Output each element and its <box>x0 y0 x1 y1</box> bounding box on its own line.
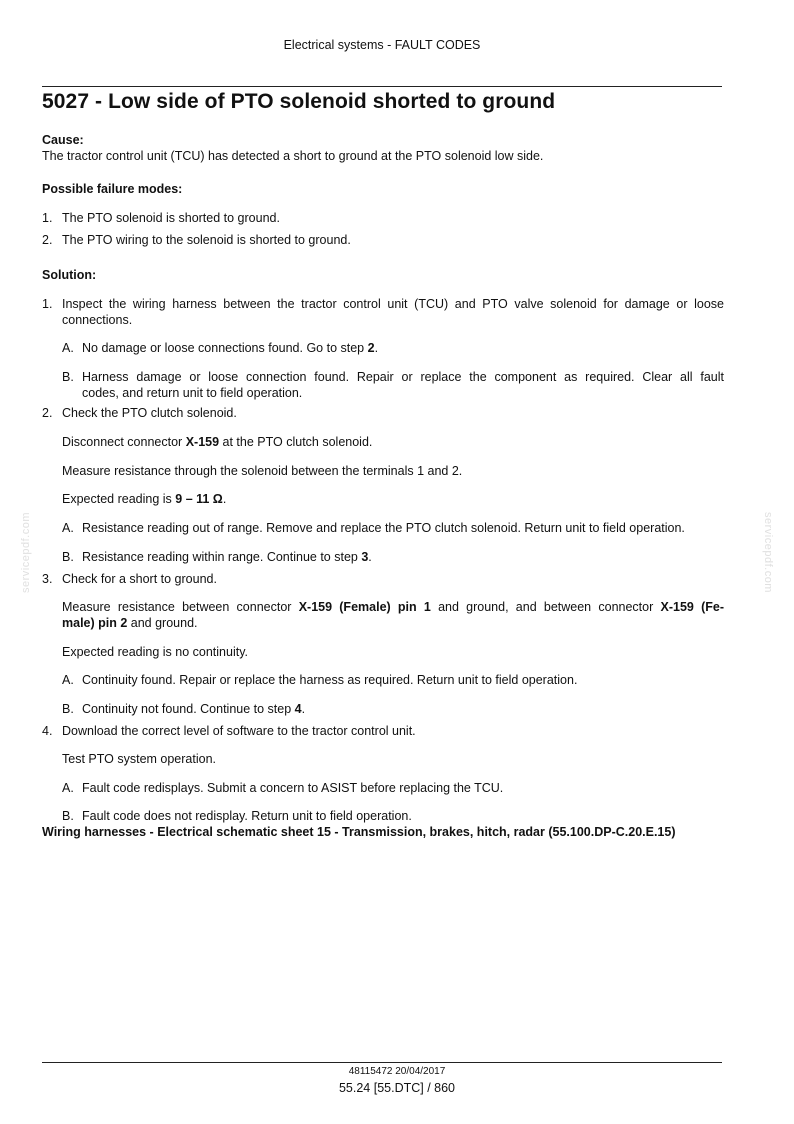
step-1-option-b: B. Harness damage or loose connection found. Repair or replace the component as required. Clear all fault codes, and return unit to field operation. <box>62 370 724 400</box>
step-3-option-a: A. Continuity found. Repair or replace the harness as required. Return unit to field operation. <box>62 673 578 687</box>
step-3-paragraph: Measure resistance between connector X-159 (Female) pin 1 and ground, and between connector X-159 (Fe- male) pin 2 and ground. <box>62 600 724 630</box>
step-2-paragraph: Disconnect connector X-159 at the PTO clutch solenoid. <box>62 435 373 449</box>
running-header: Electrical systems - FAULT CODES <box>283 38 481 52</box>
step-4-paragraph: Test PTO system operation. <box>62 752 216 766</box>
step-2-option-b: B. Resistance reading within range. Continue to step 3. <box>62 550 372 564</box>
list-text: The PTO solenoid is shorted to ground. <box>62 211 280 225</box>
step-text: connections. <box>62 313 133 327</box>
solution-step-2 <box>42 405 724 421</box>
option-label: B. <box>62 550 74 564</box>
solution-step-3 <box>42 571 724 587</box>
option-label: A. <box>62 673 74 687</box>
failure-mode-item <box>42 232 724 248</box>
step-2-option-a: A. Resistance reading out of range. Remove and replace the PTO clutch solenoid. Return unit to field operation. <box>62 521 685 535</box>
option-label: B. <box>62 809 74 823</box>
step-2-paragraph: Expected reading is 9 – 11 Ω. <box>62 492 227 506</box>
solution-step-4 <box>42 723 724 739</box>
step-text: Check for a short to ground. <box>62 572 217 586</box>
step-text: Download the correct level of software to the tractor control unit. <box>62 724 416 738</box>
step-text: Check the PTO clutch solenoid. <box>62 406 237 420</box>
cause-text: The tractor control unit (TCU) has detected a short to ground at the PTO solenoid low side. <box>42 149 544 163</box>
page-title: 5027 - Low side of PTO solenoid shorted to ground <box>42 90 556 113</box>
step-4-option-a: A. Fault code redisplays. Submit a concern to ASIST before replacing the TCU. <box>62 781 504 795</box>
footer-document-number: 48115472 20/04/2017 <box>348 1066 446 1077</box>
solution-heading: Solution: <box>42 268 97 282</box>
footer-rule <box>42 1062 722 1063</box>
step-number: 1. <box>42 297 53 311</box>
solution-step-1 <box>42 296 724 328</box>
step-number: 4. <box>42 724 53 738</box>
watermark-left: servicepdf.com <box>20 512 32 593</box>
step-3-paragraph: Expected reading is no continuity. <box>62 645 248 659</box>
option-label: B. <box>62 702 74 716</box>
list-number: 1. <box>42 211 53 225</box>
option-label: A. <box>62 521 74 535</box>
step-2-paragraph: Measure resistance through the solenoid between the terminals 1 and 2. <box>62 464 463 478</box>
step-1-option-a: A. No damage or loose connections found. Go to step 2. <box>62 341 379 355</box>
header-rule <box>42 86 722 87</box>
footer-page-number: 55.24 [55.DTC] / 860 <box>338 1081 456 1095</box>
list-number: 2. <box>42 233 53 247</box>
option-label: A. <box>62 341 74 355</box>
step-number: 2. <box>42 406 53 420</box>
failure-mode-item <box>42 210 724 226</box>
step-text: Inspect the wiring harness between the tractor control unit (TCU) and PTO valve solenoid for damage or loose <box>62 297 724 311</box>
list-text: The PTO wiring to the solenoid is shorted to ground. <box>62 233 351 247</box>
option-label: A. <box>62 781 74 795</box>
cause-heading: Cause: <box>42 133 84 147</box>
step-3-option-b: B. Continuity not found. Continue to step 4. <box>62 702 306 716</box>
step-4-option-b: B. Fault code does not redisplay. Return unit to field operation. <box>62 809 412 823</box>
step-number: 3. <box>42 572 53 586</box>
watermark-right: servicepdf.com <box>762 512 774 593</box>
failure-modes-heading: Possible failure modes: <box>42 182 183 196</box>
option-label: B. <box>62 370 74 384</box>
cause-section <box>42 132 724 164</box>
wiring-harness-reference-link[interactable]: Wiring harnesses - Electrical schematic sheet 15 - Transmission, brakes, hitch, radar (55.100.DP-C.20.E.15) <box>42 825 676 839</box>
